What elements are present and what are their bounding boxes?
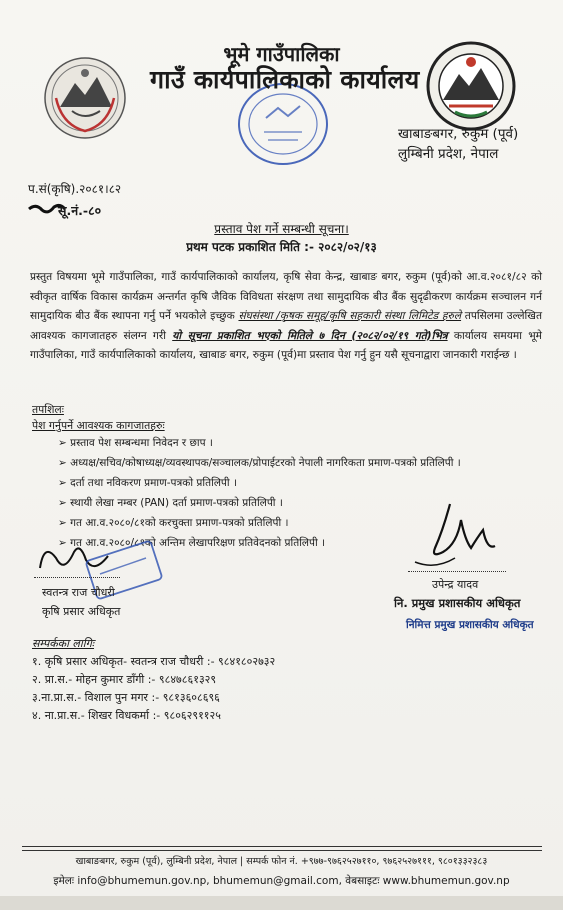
signature-line (34, 577, 120, 578)
notice-body: प्रस्तुत विषयमा भूमे गाउँपालिका, गाउँ कार्यपालिकाको कार्यालय, कृषि सेवा केन्द्र, खाबाङ बगर, रुकुम (पूर्व)को आ.व.२०८१/८२ को स्वीकृत वार्षिक विकास कार्यक्रम अन्तर्गत कृषि जैविक विविधता संरक्षण तथा सामुदायिक बीउ बैंक सुदृढीकरण कार्यक्रम सञ्चालन गर्न सामुदायिक बीउ बैंक स्थापना गर्नु पर्ने भयकोले इच्छुक संघसंस्था /कृषक समूह/कृषि सहकारी संस्था लिमिटेड हरुले तपसिलमा उल्लेखित आवश्यक कागजातहरु संलग्न गरी यो सूचना प्रकाशित भएको मितिले ७ दिन (२०८२/०२/१९ गते)भित्र कार्यालय समयमा भूमे गाउँपालिका, गाउँ कार्यपालिकाको कार्यालय, खाबाङ बगर, रुकुम (पूर्व)मा प्रस्ताव पेश गर्नु हुन यसै सूचनाद्वारा जानकारी गराईन्छ । (30, 271, 542, 361)
footer-contact: खाबाङबगर, रुकुम (पूर्व), लुम्बिनी प्रदेश, नेपाल | सम्पर्क फोन नं. +९७७-९७६२५२७११०, ९७६२५२७१११, ९८०१३३२३८३ (75, 856, 488, 867)
contacts-heading: सम्पर्कका लागिः (32, 637, 95, 650)
footer-divider (22, 846, 542, 847)
officer-name: स्वतन्त्र राज चौधरी (42, 586, 115, 599)
required-docs-heading: पेश गर्नुपर्ने आवश्यक कागजातहरुः (32, 419, 165, 432)
required-doc-item: ➢ प्रस्ताव पेश सम्बन्धमा निवेदन र छाप । (58, 436, 213, 450)
footer-divider (22, 850, 542, 851)
eligible-applicants: संघसंस्था /कृषक समूह/कृषि सहकारी संस्था लिमिटेड हरुले (238, 310, 462, 322)
office-address-line2: लुम्बिनी प्रदेश, नेपाल (398, 146, 499, 162)
page-edge (0, 896, 563, 910)
contact-item: ४. ना.प्रा.स.- शिखर विधकर्मा :- ९८०६२९११२५ (32, 709, 221, 722)
officer-role: कृषि प्रसार अधिकृत (42, 605, 121, 618)
required-doc-item: ➢ गत आ.व.२०८०/८१को अन्तिम लेखापरिक्षण प्रतिवेदनको प्रतिलिपी । (58, 536, 325, 550)
dispatch-number: सू.नं.-८० (58, 203, 102, 218)
footer-web: इमेलः info@bhumemun.gov.np, bhumemun@gmail.com, वेबसाइटः www.bhumemun.gov.np (53, 875, 510, 887)
contact-item: ३.ना.प्रा.स.- विशाल पुन मगर :- ९८१३६०८६९६ (32, 691, 220, 704)
required-doc-item: ➢ अध्यक्ष/सचिव/कोषाध्यक्ष/व्यवस्थापक/सञ्चालक/प्रोपाईटरको नेपाली नागरिकता प्रमाण-पत्रको प्रतिलिपी । (58, 456, 461, 470)
municipality-name: भूमे गाउँपालिका (223, 42, 340, 66)
contact-item: १. कृषि प्रसार अधिकृत- स्वतन्त्र राज चौधरी :- ९८४१८०२७३२ (32, 655, 276, 668)
signature-line (408, 571, 506, 572)
signatory-name: उपेन्द्र यादव (432, 578, 479, 591)
publish-date: प्रथम पटक प्रकाशित मिति :- २०८२/०२/१३ (186, 240, 377, 254)
required-doc-item: ➢ स्थायी लेखा नम्बर (PAN) दर्ता प्रमाण-पत्रको प्रतिलिपी । (58, 496, 283, 510)
details-heading: तपशिलः (32, 403, 64, 416)
nepal-emblem-icon (42, 55, 128, 141)
notice-title: प्रस्ताव पेश गर्ने सम्बन्धी सूचना। (214, 222, 349, 236)
required-doc-item: ➢ दर्ता तथा नविकरण प्रमाण-पत्रको प्रतिलिपी । (58, 476, 237, 490)
contact-item: २. प्रा.स.- मोहन कुमार डाँगी :- ९८४७८६१३२९ (32, 673, 217, 686)
office-address-line1: खाबाङबगर, रुकुम (पूर्व) (398, 126, 519, 142)
acting-stamp-text: निमित्त प्रमुख प्रशासकीय अधिकृत (406, 619, 534, 631)
reference-number: प.सं(कृषि).२०८१।८२ (28, 182, 122, 196)
deadline-text: यो सूचना प्रकाशित भएको मितिले ७ दिन (२०८२/०२/१९ गते)भित्र (172, 329, 448, 342)
required-doc-item: ➢ गत आ.व.२०८०/८१को करचुक्ता प्रमाण-पत्रको प्रतिलिपी । (58, 516, 289, 530)
office-name: गाउँ कार्यपालिकाको कार्यालय (150, 65, 420, 94)
signature-image (395, 500, 505, 575)
signatory-role: नि. प्रमुख प्रशासकीय अधिकृत (394, 596, 521, 610)
